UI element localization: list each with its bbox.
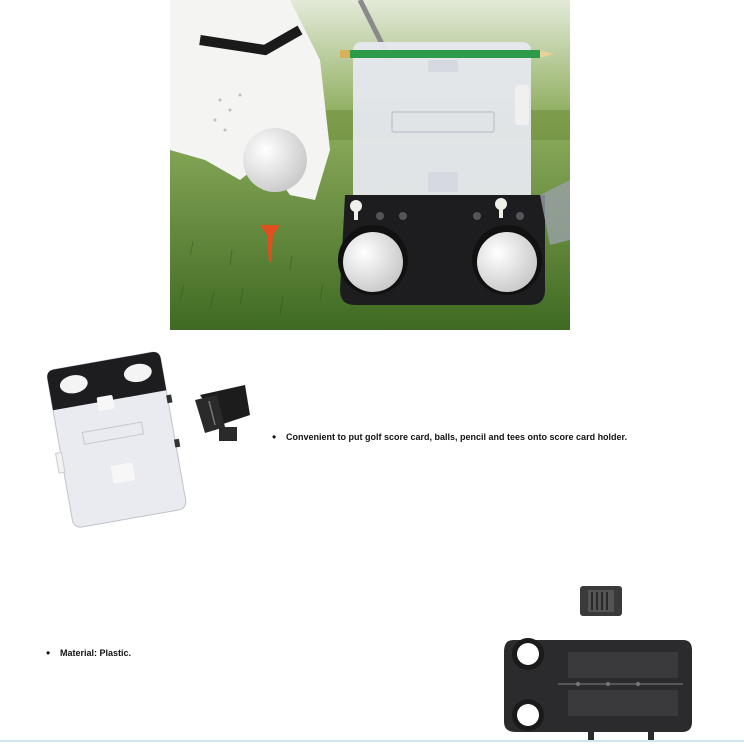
bullet-icon: • (46, 646, 51, 660)
bullet-icon: • (272, 430, 277, 444)
hero-product-photo (170, 0, 570, 330)
bottom-divider (0, 740, 744, 742)
feature-text: Material: Plastic. (60, 648, 132, 658)
feature-text: Convenient to put golf score card, balls, pencil and tees onto score card holder. (286, 432, 628, 442)
feature-item-material (46, 646, 346, 660)
feature-item-convenience (272, 430, 712, 444)
scorecard-holder-with-clip-image (45, 345, 255, 535)
scorecard-holder-back-image (498, 632, 694, 740)
belt-clip-image (576, 584, 626, 620)
